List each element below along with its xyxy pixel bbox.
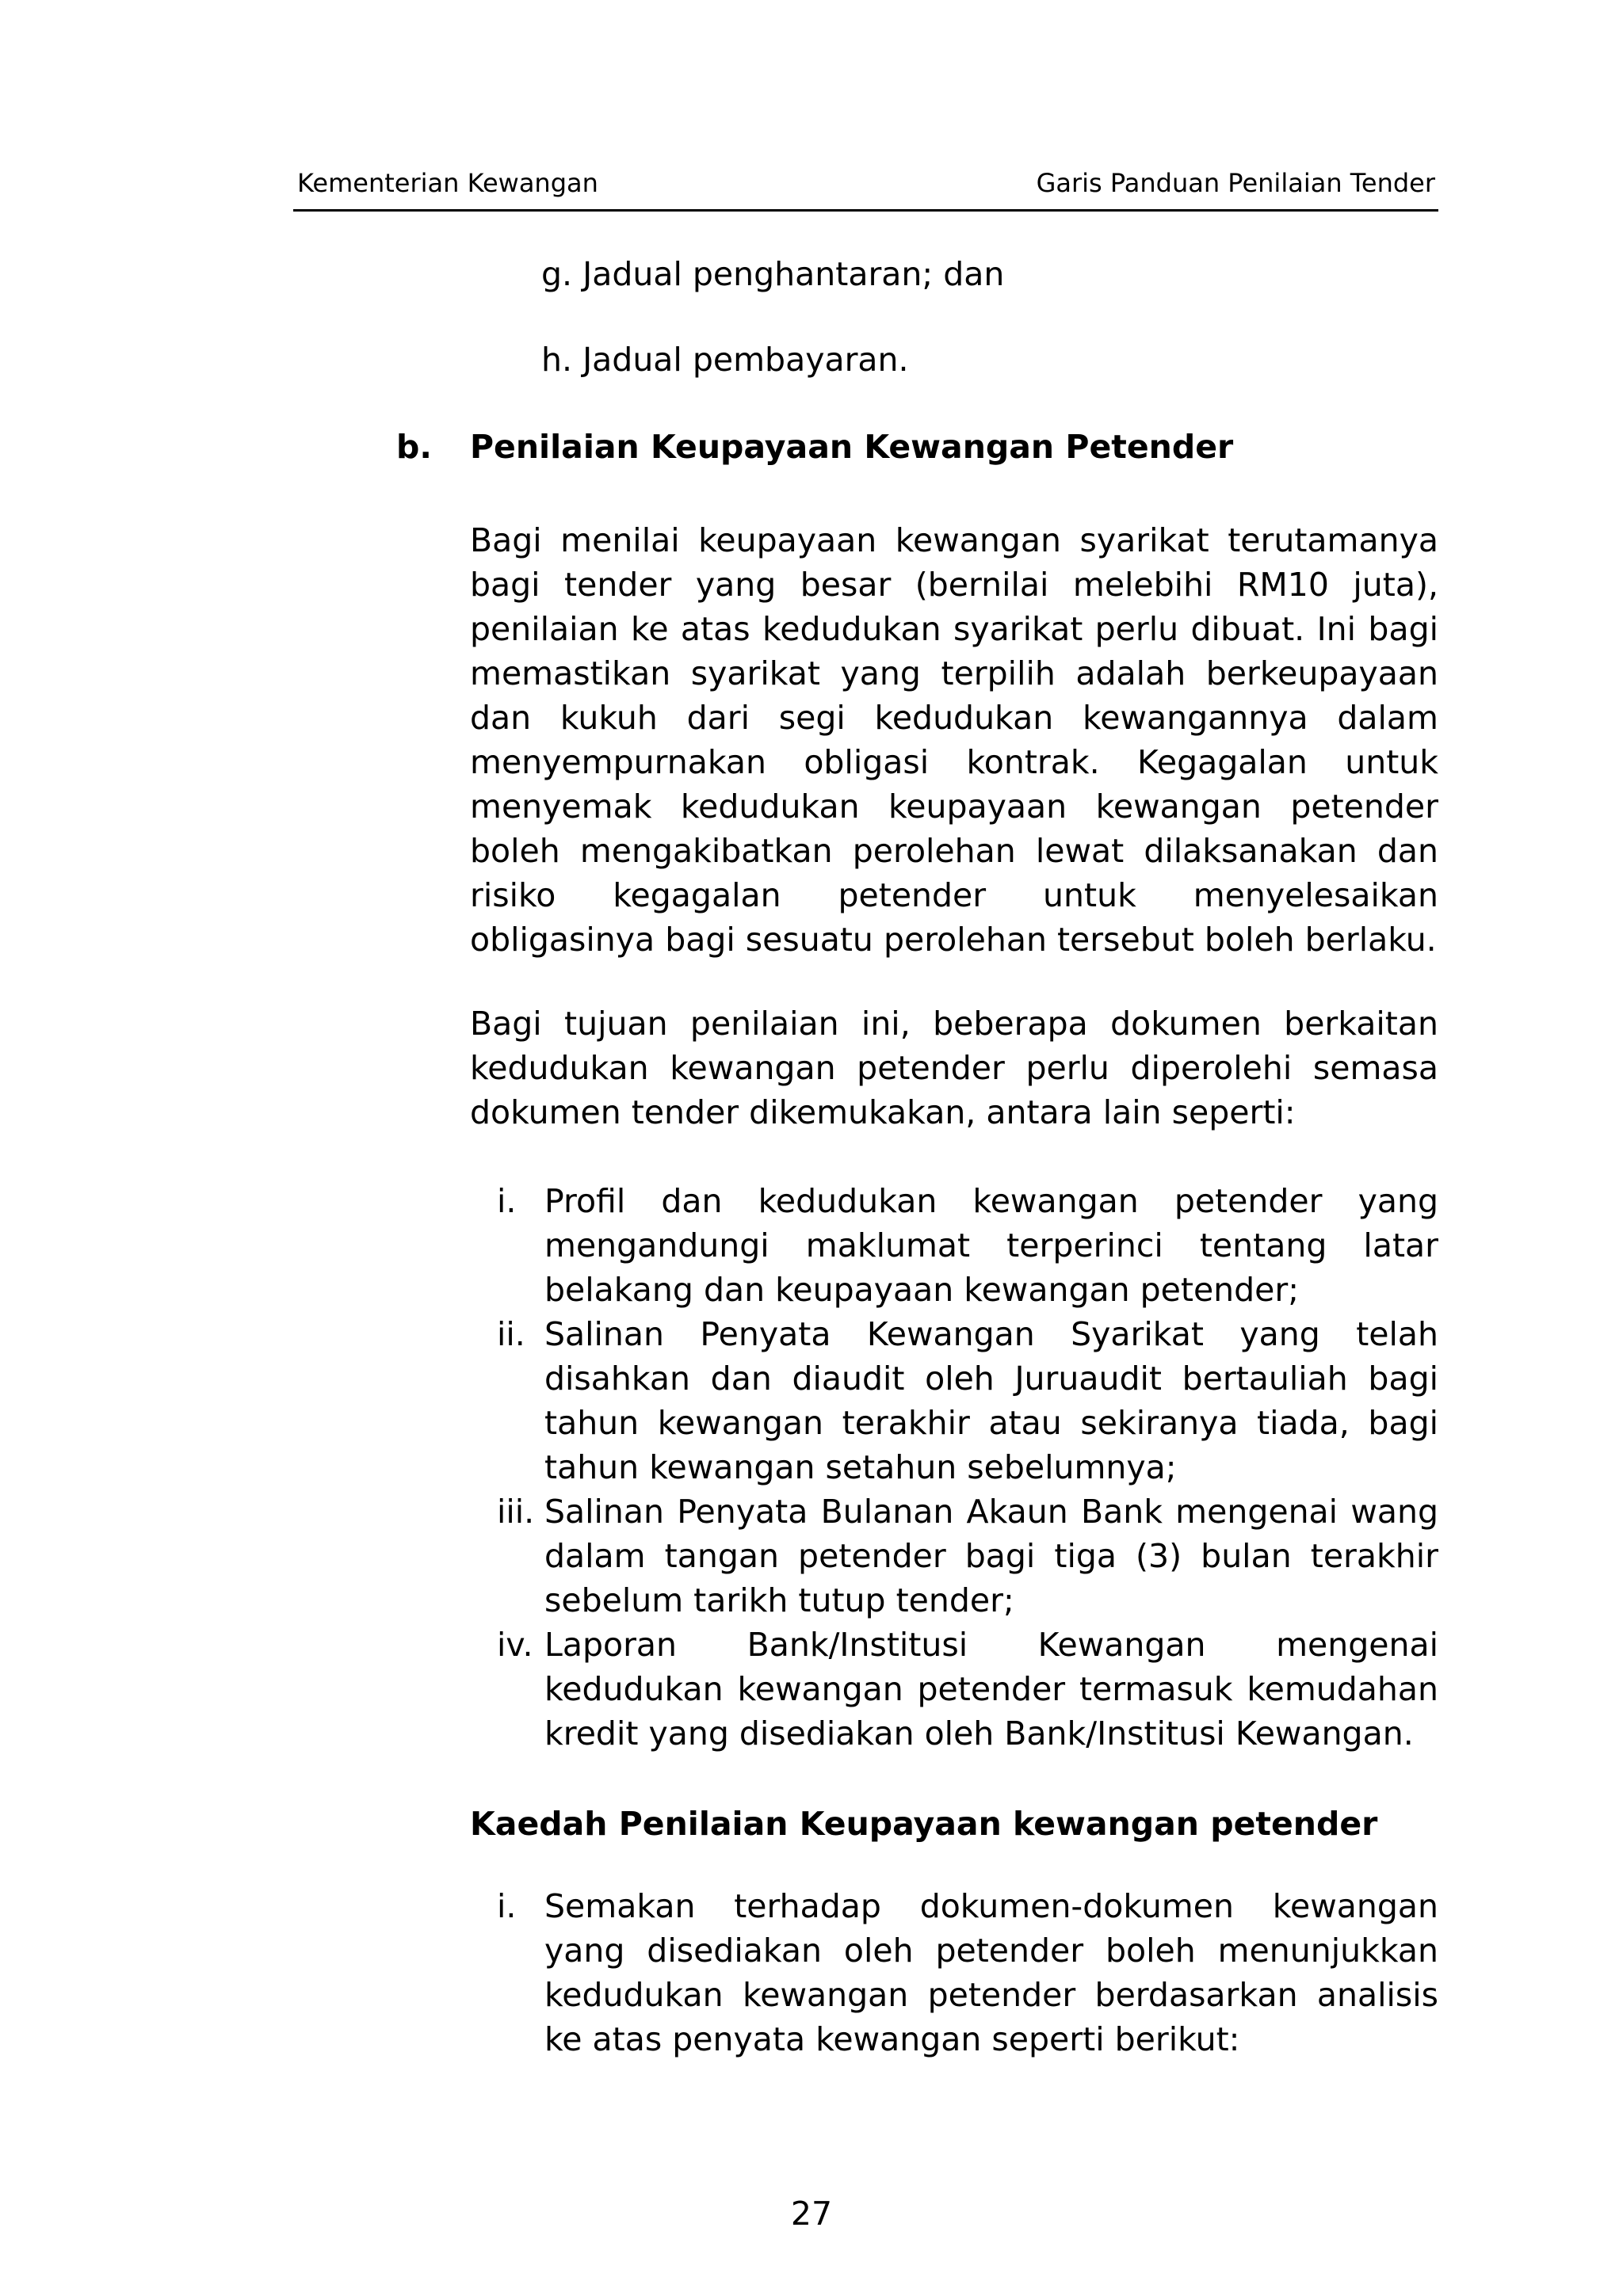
list-item-g	[541, 255, 1004, 293]
list-item-text: Salinan Penyata Bulanan Akaun Bank mengenai wang dalam tangan petender bagi tiga (3) bulan terakhir sebelum tarikh tutup tender;	[544, 1493, 1438, 1619]
page-header	[293, 168, 1438, 212]
method-subheading: Kaedah Penilaian Keupayaan kewangan petender	[470, 1805, 1378, 1843]
method-list	[444, 1884, 1438, 2061]
list-item-text: Salinan Penyata Kewangan Syarikat yang telah disahkan dan diaudit oleh Juruaudit bertauliah bagi tahun kewangan terakhir atau sekiranya tiada, bagi tahun kewangan setahun sebelumnya;	[544, 1315, 1438, 1486]
list-item	[444, 1884, 1438, 2061]
list-marker: g.	[541, 255, 573, 293]
page-number: 27	[790, 2195, 833, 2233]
list-number: i.	[497, 1887, 517, 1925]
list-number: iv.	[497, 1626, 533, 1664]
list-number: ii.	[497, 1315, 525, 1353]
list-item	[444, 1179, 1438, 1312]
list-item	[444, 1489, 1438, 1623]
paragraph-documents-required: Bagi tujuan penilaian ini, beberapa dokumen berkaitan kedudukan kewangan petender perlu diperolehi semasa dokumen tender dikemukakan, antara lain seperti:	[470, 1005, 1438, 1131]
list-number: i.	[497, 1182, 517, 1220]
list-text: Jadual pembayaran.	[582, 341, 909, 379]
list-item-text: Laporan Bank/Institusi Kewangan mengenai kedudukan kewangan petender termasuk kemudahan kredit yang disediakan oleh Bank/Institusi Kewangan.	[544, 1626, 1438, 1753]
list-item-text: Profil dan kedudukan kewangan petender yang mengandungi maklumat terperinci tentang latar belakang dan keupayaan kewangan petender;	[544, 1182, 1438, 1309]
list-marker: h.	[541, 341, 573, 379]
section-label: b.	[396, 428, 432, 466]
section-title: Penilaian Keupayaan Kewangan Petender	[470, 428, 1234, 466]
documents-list	[444, 1179, 1438, 1756]
list-text: Jadual penghantaran; dan	[582, 255, 1005, 293]
list-number: iii.	[497, 1493, 535, 1531]
header-document-title: Garis Panduan Penilaian Tender	[1036, 168, 1435, 198]
list-item	[444, 1312, 1438, 1489]
list-item-text: Semakan terhadap dokumen-dokumen kewangan yang disediakan oleh petender boleh menunjukkan kedudukan kewangan petender berdasarkan analisis ke atas penyata kewangan seperti berikut:	[544, 1887, 1438, 2058]
header-ministry: Kementerian Kewangan	[297, 168, 598, 198]
list-item	[444, 1623, 1438, 1756]
paragraph-financial-capability: Bagi menilai keupayaan kewangan syarikat terutamanya bagi tender yang besar (bernilai melebihi RM10 juta), penilaian ke atas kedudukan syarikat perlu dibuat. Ini bagi memastikan syarikat yang terpilih adalah berkeupayaan dan kukuh dari segi kedudukan kewangannya dalam menyempurnakan obligasi kontrak. Kegagalan untuk menyemak kedudukan keupayaan kewangan petender boleh mengakibatkan perolehan lewat dilaksanakan dan risiko kegagalan petender untuk menyelesaikan obligasinya bagi sesuatu perolehan tersebut boleh berlaku.	[470, 521, 1438, 959]
list-item-h	[541, 341, 909, 379]
